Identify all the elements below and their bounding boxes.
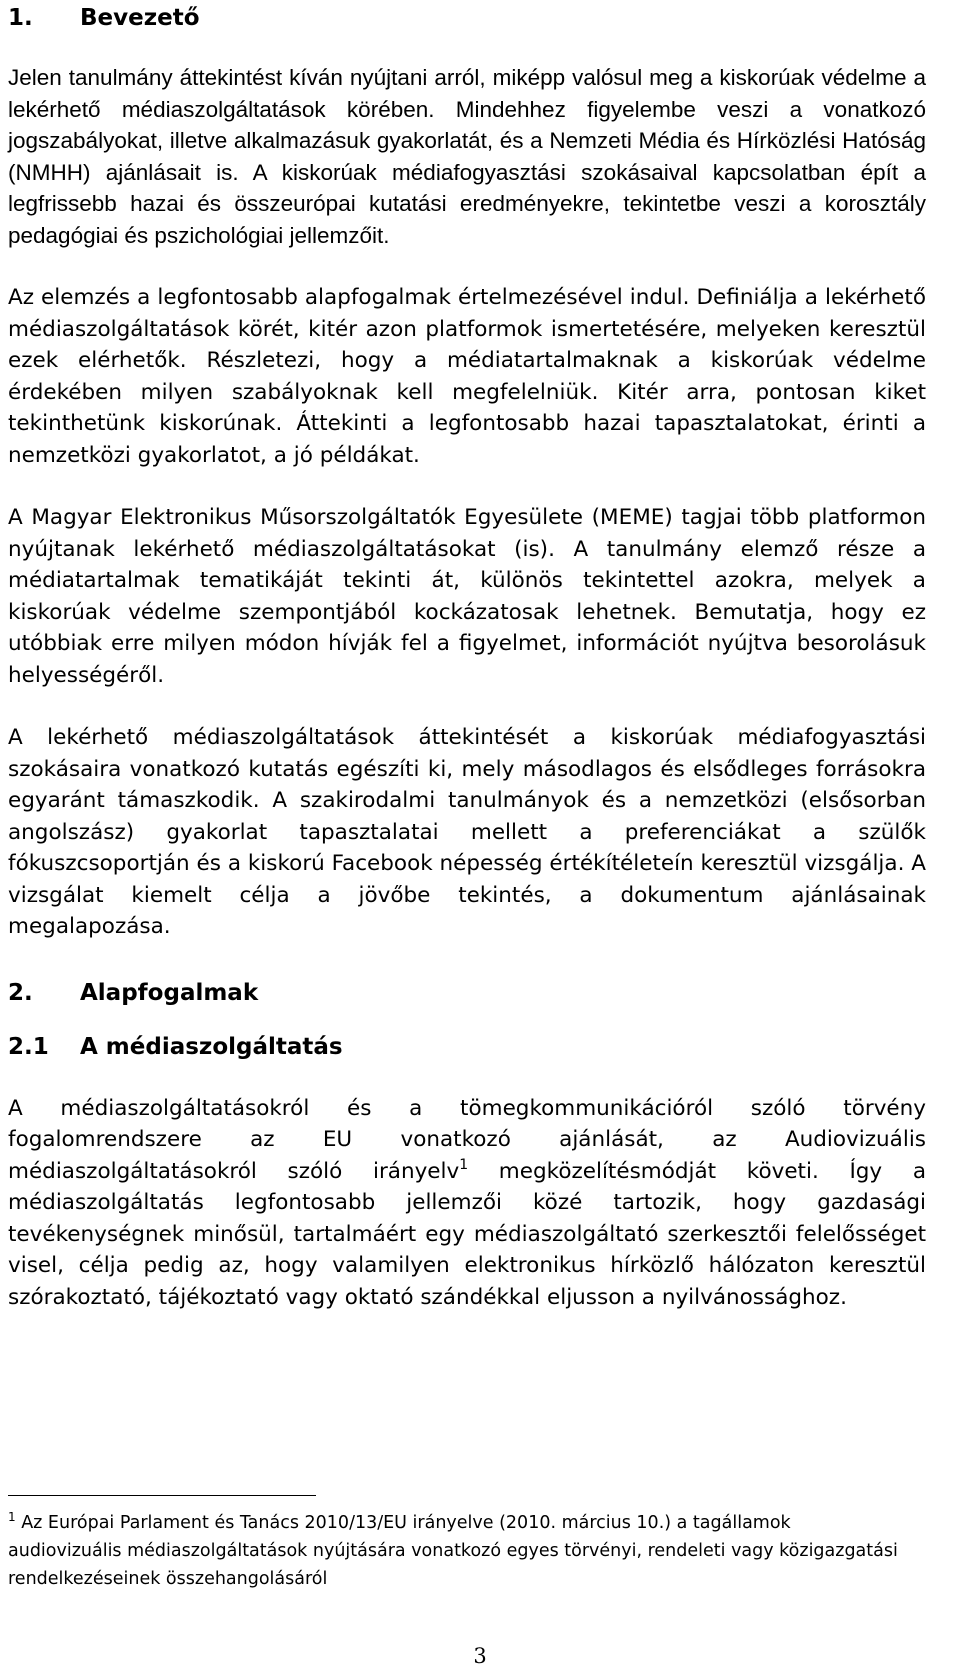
footnote-text: Az Európai Parlament és Tanács 2010/13/EU irányelve (2010. március 10.) a tagállamok audiovizuális médiaszolgáltatások nyújtására vonatkozó egyes törvényi, rendeleti vagy közigazgatási rendelkezéseinek összehangolásáról (8, 1513, 898, 1589)
paragraph: A Magyar Elektronikus Műsorszolgáltatók Egyesülete (MEME) tagjai több platformon nyújtanak lekérhető médiaszolgáltatásokat (is). A tanulmány elemző része a médiatartalmak tematikáját tekinti át, különös tekintettel azokra, melyek a kiskorúak védelme szempontjából kockázatosak lehetnek. Bemutatja, hogy ez utóbbiak erre milyen módon hívják fel a figyelmet, információt nyújtva besorolásuk helyességéről. (8, 505, 926, 688)
paragraph-text: megközelítésmódját követi. Így a médiaszolgáltatás legfontosabb jellemzői közé tartozik, hogy gazdasági tevékenységnek minősül, tartalmáért egy médiaszolgáltató szerkesztői felelősséget visel, célja pedig az, hogy valamilyen elektronikus hírközlő hálózaton keresztül szórakoztató, tájékoztató vagy oktató szándékkal eljusson a nyilvánossághoz. (8, 1158, 926, 1310)
footnote-reference[interactable]: 1 (459, 1156, 469, 1173)
paragraph: A lekérhető médiaszolgáltatások áttekintését a kiskorúak médiafogyasztási szokásaira vonatkozó kutatás egészíti ki, mely másodlagos és elsődleges forrásokra egyaránt támaszkodik. A szakirodalmi tanulmányok és a nemzetközi (elsősorban angolszász) gyakorlat tapasztalatai mellett a preferenciákat a szülők fókuszcsoportján és a kiskorú Facebook népesség értékítéleteín keresztül vizsgálja. A vizsgálat kiemelt célja a jövőbe tekintés, a dokumentum ajánlásainak megalapozása. (8, 725, 926, 939)
paragraph: Jelen tanulmány áttekintést kíván nyújtani arról, miképp valósul meg a kiskorúak védelme a lekérhető médiaszolgáltatások körében. Mindehhez figyelembe veszi a vonatkozó jogszabályokat, illetve alkalmazásuk gyakorlatát, és a Nemzeti Média és Hírközlési Hatóság (NMHH) ajánlásait is. A kiskorúak médiafogyasztási szokásaival kapcsolatban épít a legfrissebb hazai és összeurópai kutatási eredményekre, tekintetbe veszi a korosztály pedagógiai és pszichológiai jellemzőit. (8, 65, 926, 248)
section-title: A médiaszolgáltatás (80, 1033, 343, 1060)
section-title: Bevezető (80, 5, 200, 31)
section-1-heading (8, 2, 926, 34)
section-number: 1. (8, 5, 33, 31)
footnote-separator (8, 1495, 316, 1496)
section-2-heading (8, 977, 926, 1009)
page-body (8, 0, 926, 1313)
section-number: 2.1 (8, 1033, 49, 1060)
paragraph-text: A médiaszolgáltatásokról és a tömegkommunikációról szóló törvény fogalomrendszere az EU vonatkozó ajánlását, az Audiovizuális médiaszolgáltatásokról szóló irányelv (8, 1095, 926, 1184)
section-2-1-heading (8, 1031, 926, 1063)
paragraph-with-footnote (8, 1093, 926, 1314)
section-title: Alapfogalmak (80, 979, 259, 1006)
page-number: 3 (473, 1644, 487, 1668)
paragraph: Az elemzés a legfontosabb alapfogalmak értelmezésével indul. Definiálja a lekérhető médiaszolgáltatások körét, kitér azon platformok ismertetésére, melyeken keresztül ezek elérhetők. Részletezi, hogy a médiatartalmaknak a kiskorúak védelme érdekében milyen szabályoknak kell megfelelniük. Kitér arra, pontosan kiket tekinthetünk kiskorúnak. Áttekinti a legfontosabb hazai tapasztalatokat, érinti a nemzetközi gyakorlatot, a jó példákat. (8, 285, 926, 468)
section-number: 2. (8, 979, 33, 1006)
footnote (8, 1509, 908, 1593)
footnote-marker: 1 (8, 1510, 16, 1524)
